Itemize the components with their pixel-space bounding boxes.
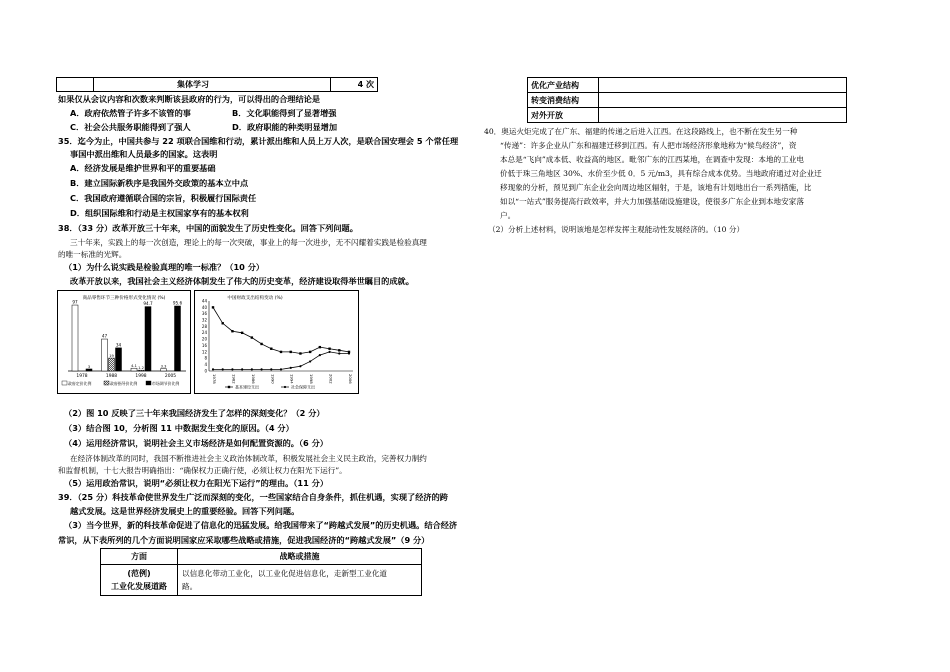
table-cell [599,108,847,123]
question-39: 39．（25 分）科技革命使世界发生广泛而深刻的变化，一些国家结合自身条件，抓住机遇，实现了经济的跨 [58,492,448,502]
option-d: D．政府职能的种类明显增加 [232,122,338,132]
data-point [251,336,253,338]
q38-sub-3: （3）结合图 10，分析图 11 中数据发生变化的原因。（4 分） [64,423,294,433]
data-point [338,349,340,351]
table-cell: 对外开放 [528,108,599,123]
y-tick-label: 4 [204,362,207,368]
data-point [280,351,282,353]
x-tick-label: 1982 [231,374,237,384]
y-tick-label: 12 [201,349,207,355]
bar [102,339,108,371]
question-40-line: 本总是“飞向”成本低、收益高的地区。毗邻广东的江西某地，在调查中发现：本地的工业电 [500,155,804,164]
table-cell-label: 集体学习 [94,78,331,92]
bar-label: 94.7 [143,301,153,307]
legend-label: 基本建设支出 [235,384,259,390]
data-point [270,368,272,370]
y-tick-label: 32 [201,317,207,323]
y-tick-label: 44 [201,298,207,304]
x-tick-label: 2005 [164,374,177,379]
x-tick-label: 1998 [135,374,147,379]
table-cell-line: 以信息化带动工业化，以工业化促进信息化，走新型工业化道 [182,569,388,578]
bar-label: 3 [87,364,91,369]
right-table [527,77,847,123]
x-tick-label: 2006 [348,374,353,384]
x-tick-label: 1988 [105,374,118,379]
table-cell-line: (范例) [127,569,151,578]
question-40-line: 价低于珠三角地区 30%、水价至少低 0．5 元/m3，具有综合成本优势。当地政府通过对企业迁 [500,169,822,178]
q39-sub-3-cont: 常识，从下表所列的几个方面说明国家应采取哪些战略或措施，促进我国经济的“跨越式发展”（9 分） [58,535,430,545]
bar [109,358,115,371]
data-point [231,368,233,370]
y-tick-label: 0 [204,368,207,374]
table-header: 战略或措施 [178,549,422,565]
legend-marker [284,386,286,388]
x-tick-label: 1990 [270,374,276,384]
table-cell [599,93,847,108]
question-intro: 如果仅从会议内容和次数来判断该县政府的行为，可以得出的合理结论是 [58,94,321,104]
legend-swatch [104,381,109,385]
bar-chart-fig10 [57,290,191,394]
data-point [328,351,330,353]
table-header: 方面 [101,549,178,565]
q35-option-d: D．组织国际维和行动是主权国家享有的基本权利 [70,208,249,218]
bar [138,370,144,371]
chart-title: 商品零售环节三种价格形式变化情况 (%) [82,296,166,301]
bar-label: 1.2 [138,365,144,370]
data-point [299,365,301,367]
line-chart-fig11 [194,290,359,394]
legend-label: 市场调节价比例 [152,380,180,386]
question-40-line: “传递”：许多企业从广东和福建迁移到江西。有人把市场经济形象地称为“候鸟经济”，资 [500,141,797,150]
q35-option-a: A．经济发展是维护世界和平的重要基础 [70,163,216,173]
option-b: B．文化职能得到了显著增强 [232,108,337,118]
data-point [290,351,292,353]
q38-quote-cont: 的唯一标准的光辉。 [58,250,127,259]
x-tick-label: 1986 [250,374,256,384]
data-point [212,306,214,308]
data-point [319,354,321,356]
table-cell-line: 工业化发展道路 [111,582,167,591]
question-39-cont: 越式发展。这是世界经济发展史上的重要经验。回答下列问题。 [70,506,300,516]
data-point [319,346,321,348]
q38-sub-4: （4）运用经济常识，说明社会主义市场经济是如何配置资源的。（6 分） [64,438,328,448]
bar [175,306,181,371]
legend-label: 社会保障支出 [291,384,315,390]
bar-label: 95.6 [172,300,183,306]
series-line [213,352,349,370]
data-point [270,348,272,350]
data-point [348,352,350,354]
data-point [241,332,243,334]
x-tick-label: 1978 [212,374,217,384]
table-cell [599,78,847,93]
table-cell [101,565,178,596]
table-cell: 转变消费结构 [528,93,599,108]
strategy-table [100,548,422,596]
q38-quote2-cont: 和监督机制，十七大报告明确指出：“确保权力正确行使，必须让权力在阳光下运行”。 [58,466,347,475]
legend-marker [228,386,230,388]
chart-title: 中国财政支出结构变动 (%) [227,296,283,301]
question-35-cont: 事国中派出维和人员最多的国家。这表明 [70,149,218,159]
q35-option-b: B．建立国际新秩序是我国外交政策的基本立中点 [70,178,249,188]
q38-sub-1: （1）为什么说实践是检验真理的唯一标准？（10 分） [64,262,265,272]
question-38: 38．（33 分）改革开放三十年来，中国的面貌发生了历史性变化。回答下列问题。 [58,223,358,233]
bar [86,369,92,371]
data-point [280,368,282,370]
y-tick-label: 28 [201,323,207,329]
y-tick-label: 16 [201,342,207,348]
x-tick-label: 1998 [309,374,315,384]
bar [131,368,137,371]
option-a: A．政府依然管子许多不该管的事 [70,108,191,118]
x-tick-label: 1978 [76,374,88,379]
data-point [260,368,262,370]
data-point [328,348,330,350]
table-cell: 优化产业结构 [528,78,599,93]
q39-sub-3: （3）当今世界，新的科技革命促进了信息化的迅猛发展。给我国带来了“跨越式发展”的历史机遇。结合经济 [64,520,458,530]
q38-quote2: 在经济体制改革的同时，我国不断推进社会主义政治体制改革，积极发展社会主义民主政治，完善权力制约 [70,454,427,463]
line-chart-svg [195,291,358,393]
bar [116,348,122,371]
bar [72,305,78,371]
y-tick-label: 20 [201,336,207,342]
legend-swatch [62,381,67,385]
data-point [260,343,262,345]
bar-label: 4.1 [131,364,137,369]
question-40-line: 户。 [500,211,516,220]
table-cell-line: 路。 [182,582,198,591]
question-40-line: 移现象的分析，预见到广东企业会向周边地区辐射，于是，该地有计划地出台一系列措施，比 [500,183,812,192]
y-tick-label: 24 [201,330,207,336]
q38-lead: 改革开放以来，我国社会主义经济体制发生了伟大的历史变革，经济建设取得举世瞩目的成就。 [70,276,414,286]
data-point [212,368,214,370]
y-tick-label: 8 [204,355,207,361]
q38-sub-2: （2）图 10 反映了三十年来我国经济发生了怎样的深刻变化？（2 分） [64,408,325,418]
question-40: 40．奥运火炬完成了在广东、福建的传递之后进入江西。在这段路线上，也不断在发生另一种 [484,127,798,136]
bar-label: 34 [115,342,122,348]
question-35: 35．迄今为止，中国共参与 22 项联合国维和行动，累计派出维和人员上万人次，是联合国安理会 5 个常任理 [58,136,459,146]
bar-chart-svg [58,291,190,393]
legend-swatch [146,381,151,385]
data-point [338,352,340,354]
table-cell [57,78,94,92]
q35-option-c: C．我国政府遵循联合国的宗旨，积极履行国际责任 [70,193,257,203]
data-point [309,360,311,362]
table-cell [178,565,422,596]
data-point [290,367,292,369]
bar-label: 3.3 [160,364,167,369]
question-40-line: 如以“一站式”服务提高行政效率，并大力加强基础设施建设，使很多广东企业到本地安家落 [500,197,804,206]
x-tick-label: 1994 [289,374,295,384]
top-table [56,77,378,92]
legend-label: 政府指导价比例 [110,380,138,386]
data-point [241,368,243,370]
data-point [222,322,224,324]
table-cell-count: 4 次 [331,78,378,92]
data-point [299,352,301,354]
question-40-sub-2: （2）分析上述材料，说明该地是怎样发挥主观能动性发展经济的。（10 分） [488,225,745,234]
bar [145,307,151,371]
data-point [222,368,224,370]
data-point [251,368,253,370]
option-c: C．社会公共服务职能得到了强人 [70,122,191,132]
bar-label: 19 [109,353,114,358]
y-tick-label: 40 [201,304,207,310]
data-point [309,351,311,353]
legend-label: 政府定价比例 [68,380,92,386]
y-tick-label: 36 [201,311,207,317]
bar-label: 47 [101,333,108,339]
bar [161,369,167,371]
x-tick-label: 2002 [328,374,334,384]
q38-quote: 三十年来，实践上的每一次创造，理论上的每一次突破，事业上的每一次进步，无不闪耀着实践是检验真理 [70,238,427,247]
bar-label: 97 [72,299,78,305]
q38-sub-5: （5）运用政治常识，说明“必须让权力在阳光下运行”的理由。（11 分） [64,478,329,488]
data-point [231,330,233,332]
